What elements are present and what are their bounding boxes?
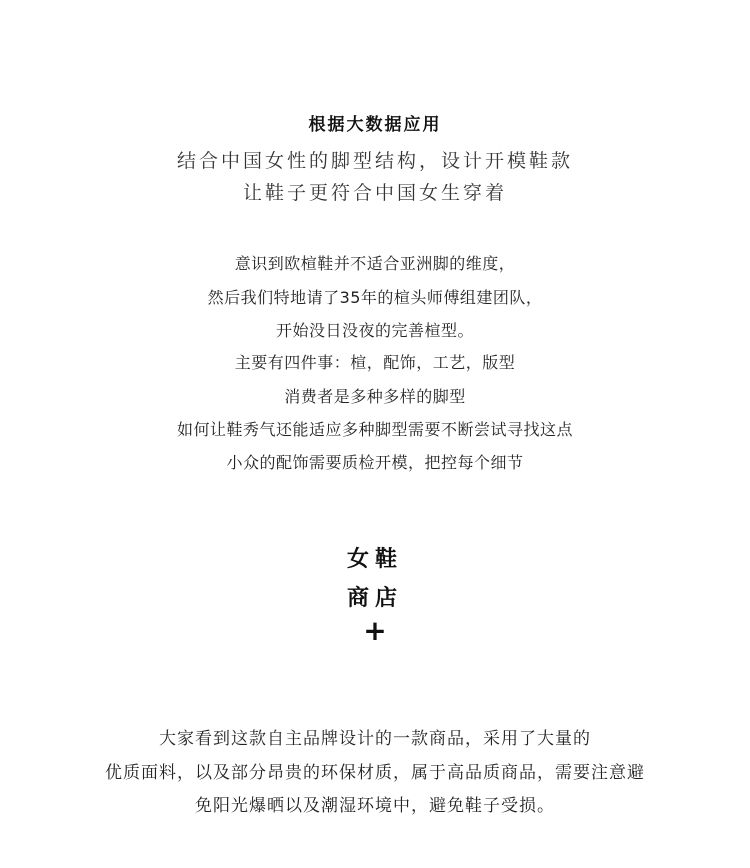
story-line: 消费者是多种多样的脚型: [284, 387, 466, 406]
brand-line2: 商店: [346, 586, 403, 611]
story-line: 意识到欧楦鞋并不适合亚洲脚的维度，: [234, 254, 516, 273]
story-line: 开始没日没夜的完善楦型。: [275, 321, 474, 340]
notice-line: 优质面料，以及部分昂贵的环保材质，属于高品质商品，需要注意避: [105, 763, 645, 783]
intro-subtitle-line2: 让鞋子更符合中国女生穿着: [242, 182, 507, 204]
brand-line1: 女鞋: [346, 547, 403, 572]
intro-subtitle-line1: 结合中国女性的脚型结构，设计开模鞋款: [176, 150, 573, 172]
plus-icon: +: [363, 614, 387, 647]
story-line: 主要有四件事：楦，配饰，工艺，版型: [234, 353, 516, 372]
notice-line: 大家看到这款自主品牌设计的一款商品，采用了大量的: [159, 729, 591, 749]
story-line: 如何让鞋秀气还能适应多种脚型需要不断尝试寻找这点: [176, 420, 573, 439]
notice-line: 免阳光爆晒以及潮湿环境中，避免鞋子受损。: [195, 796, 555, 816]
story-line: 然后我们特地请了35年的楦头师傅组建团队，: [207, 288, 543, 307]
intro-heading: 根据大数据应用: [308, 115, 442, 135]
story-line: 小众的配饰需要质检开模，把控每个细节: [226, 453, 524, 472]
